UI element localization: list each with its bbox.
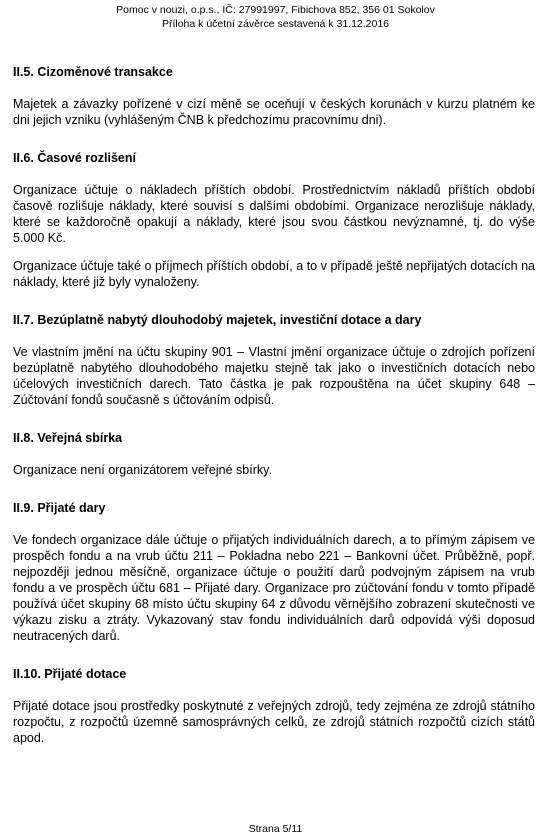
section-prijate-dotace bbox=[13, 666, 535, 746]
section-heading: II.7. Bezúplatně nabytý dlouhodobý majetek, investiční dotace a dary bbox=[13, 313, 422, 327]
section-heading: II.6. Časové rozlišení bbox=[13, 151, 136, 165]
section-casove-rozliseni bbox=[13, 150, 535, 290]
section-heading: II.8. Veřejná sbírka bbox=[13, 431, 123, 445]
section-heading: II.5. Cizoměnové transakce bbox=[13, 65, 173, 79]
section-paragraph: Organizace účtuje také o příjmech příštích období, a to v případě ještě nepřijatých dotacích na náklady, které již byly vynaloženy. bbox=[13, 259, 535, 289]
section-verejna-sbirka bbox=[13, 430, 535, 478]
section-prijate-dary bbox=[13, 500, 535, 644]
section-cizomenove-transakce bbox=[13, 64, 535, 128]
section-paragraph: Organizace není organizátorem veřejné sbírky. bbox=[13, 463, 272, 477]
section-paragraph: Přijaté dotace jsou prostředky poskytnuté z veřejných zdrojů, tedy zejména ze zdrojů státního rozpočtu, z rozpočtů územně samosprávných celků, ze zdrojů státních rozpočtů cizích států apod. bbox=[13, 699, 535, 745]
section-bezuplatne-nabyty-majetek bbox=[13, 312, 535, 408]
header-attachment-line: Příloha k účetní závěrce sestavená k 31.12.2016 bbox=[161, 18, 390, 30]
section-heading: II.10. Přijaté dotace bbox=[13, 667, 127, 681]
section-paragraph: Majetek a závazky pořízené v cizí měně se oceňují v českých korunách v kurzu platném ke dni jejich vzniku (vyhlášeným ČNB k předchozímu pracovnímu dni). bbox=[13, 97, 535, 127]
header-organization-line: Pomoc v nouzi, o.p.s., IČ: 27991997, Fibichova 852, 356 01 Sokolov bbox=[116, 4, 435, 16]
section-paragraph: Ve fondech organizace dále účtuje o přijatých individuálních darech, a to přímým zápisem ve prospěch fondu a na vrub účtu 211 – Pokladna nebo 221 – Bankovní účet. Průběžně, popř. nejpozději jednou měsíčně, organizace účtuje o použití darů podvojným zápisem na vrub fondu a ve prospěch účtu 681 – Přijaté dary. Organizace pro zúčtování fondu v tomto případě používá účet skupiny 68 místo účtu skupiny 64 z důvodu věrnějšího zobrazení skutečnosti ve výkazu zisku a ztráty. Vykazovaný stav fondu individuálních darů odpovídá výši doposud neutracených darů. bbox=[13, 533, 535, 643]
section-heading: II.9. Přijaté dary bbox=[13, 501, 106, 515]
page-number: Strana 5/11 bbox=[248, 823, 303, 835]
document-body bbox=[13, 64, 535, 758]
section-paragraph: Organizace účtuje o nákladech příštích období. Prostřednictvím nákladů příštích období časově rozlišuje náklady, které souvisí s dalšími obdobími. Organizace nerozlišuje náklady, které se každoročně opakují a náklady, které jsou svou částkou nevýznamné, tj. do výše 5.000 Kč. bbox=[13, 183, 535, 245]
page-header bbox=[0, 3, 551, 31]
section-paragraph: Ve vlastním jmění na účtu skupiny 901 – Vlastní jmění organizace účtuje o zdrojích pořízení bezúplatně nabytého dlouhodobého majetku stejně tak jako o investičních dotacích nebo účelových investičních darech. Tato částka je pak rozpouštěna na účet skupiny 648 – Zúčtování fondů současně s účtováním odpisů. bbox=[13, 345, 535, 407]
